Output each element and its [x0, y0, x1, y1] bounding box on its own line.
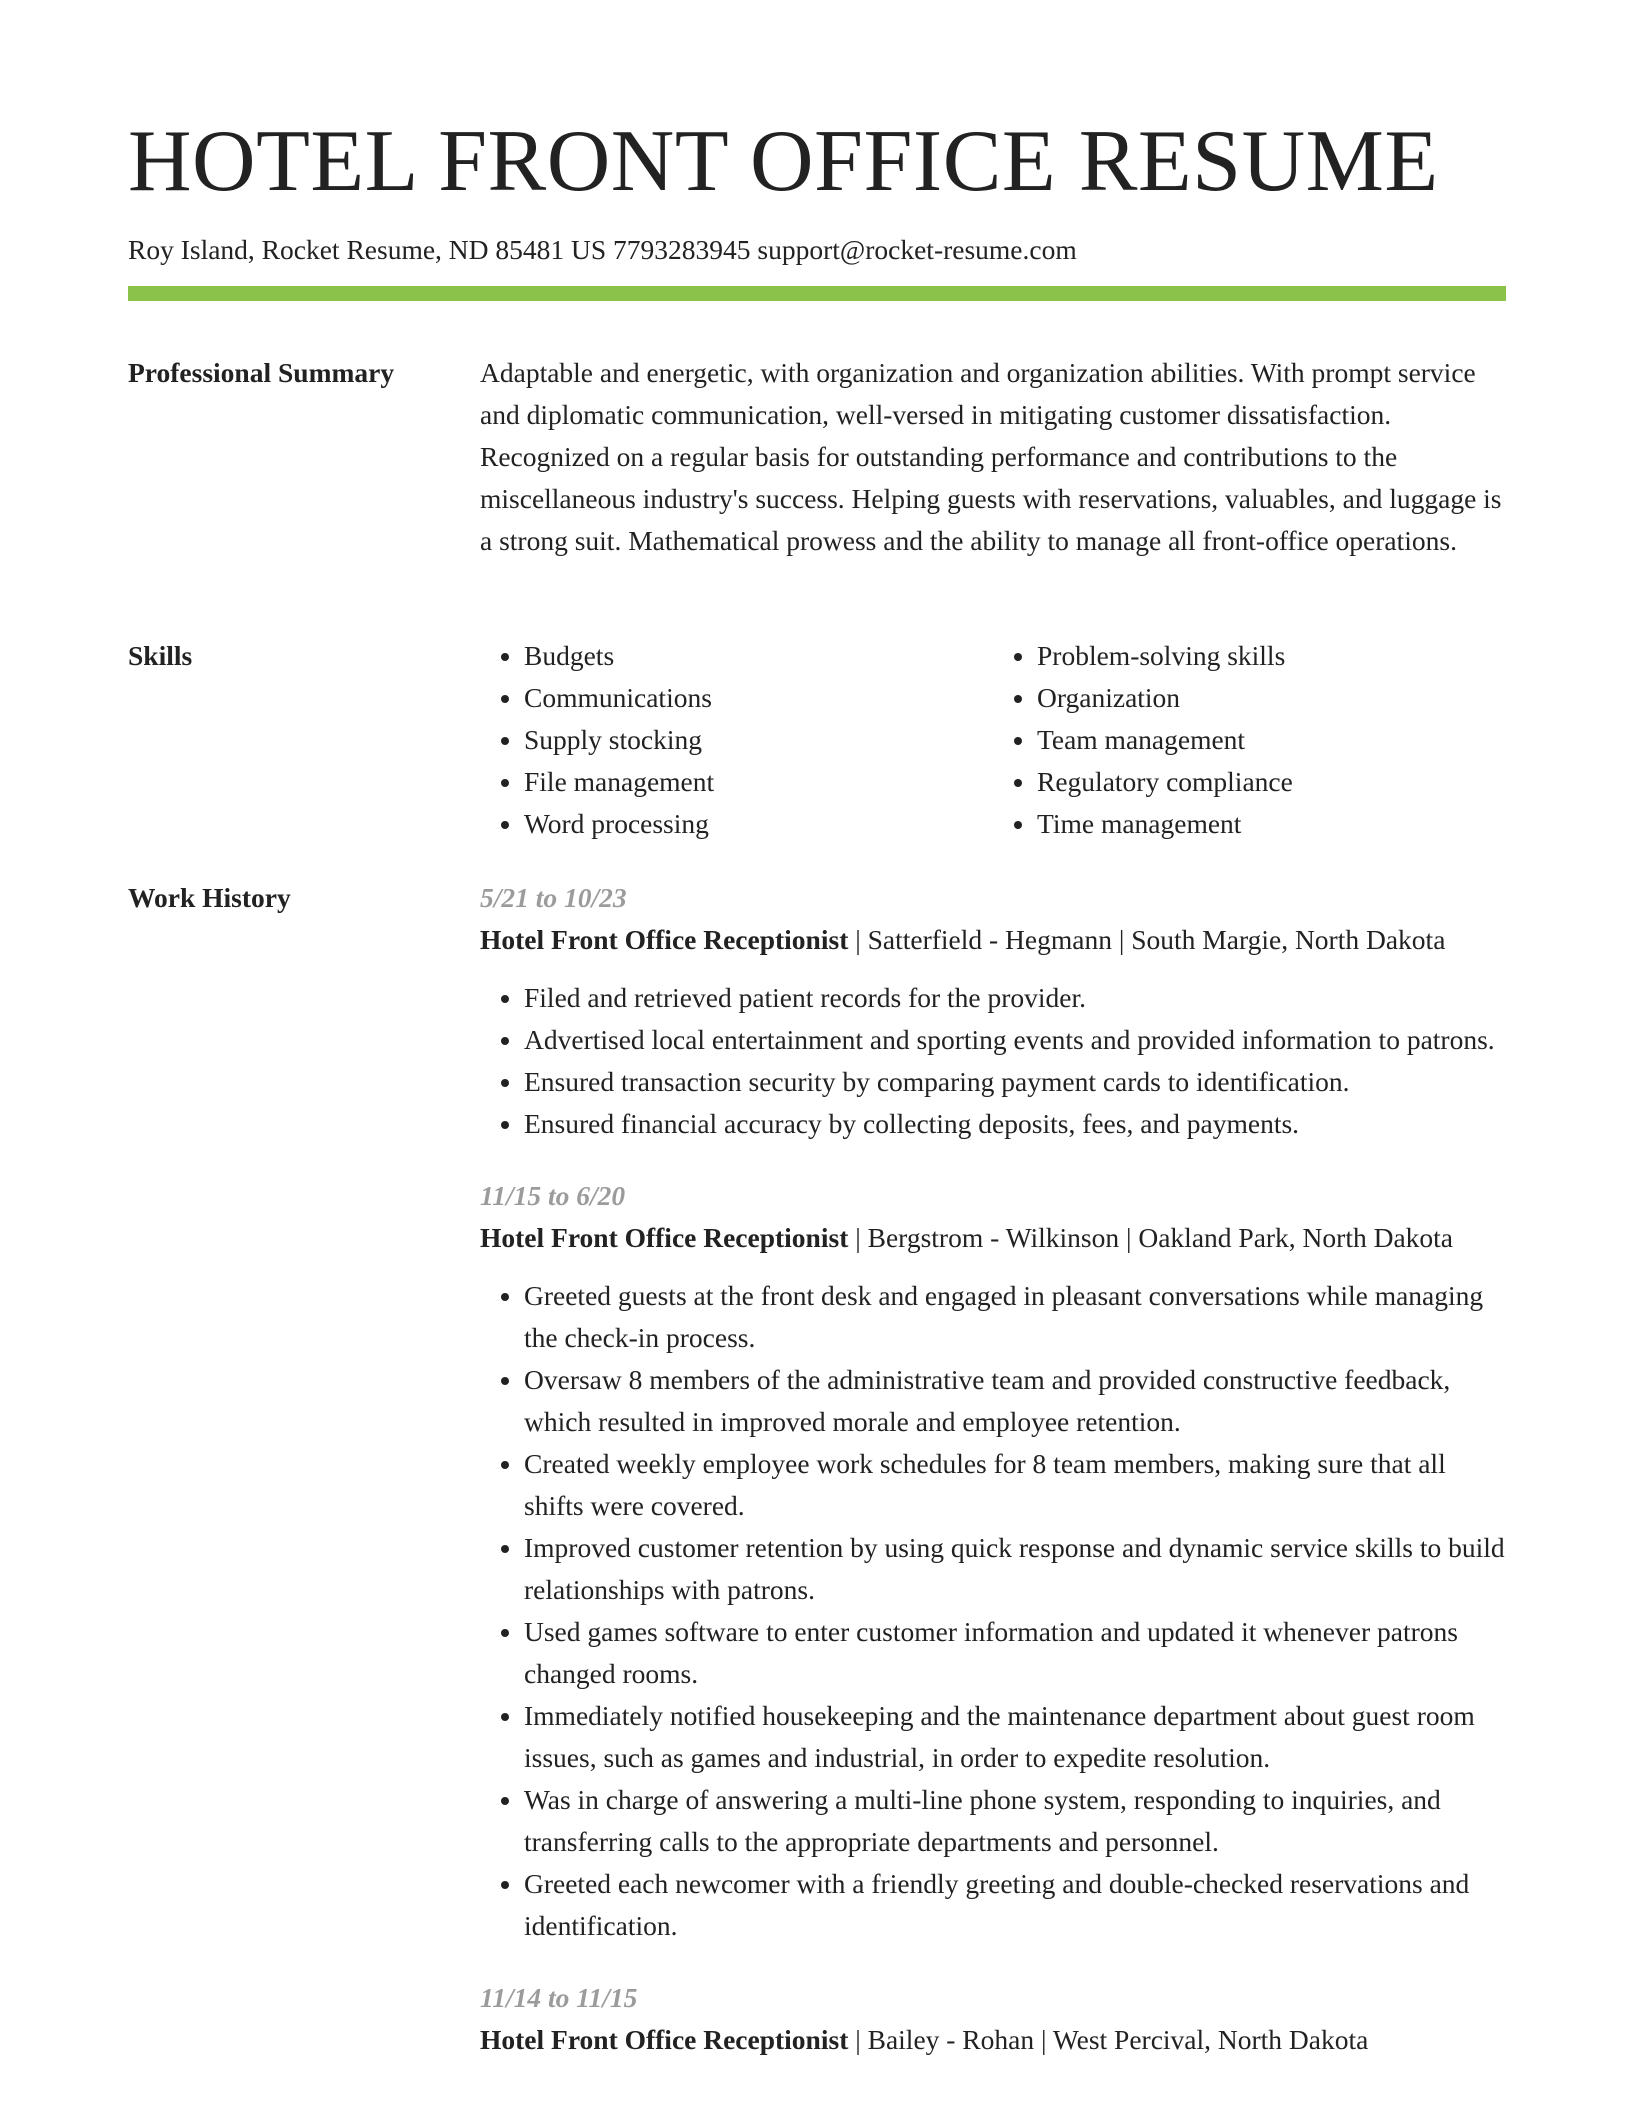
job-entry [480, 877, 1506, 1145]
job-bullet: • Used games software to enter customer information and updated it whenever patrons changed rooms. [524, 1611, 1506, 1695]
skill-item: • Word processing [524, 803, 993, 845]
skill-item: • Budgets [524, 635, 993, 677]
job-bullet: • Greeted guests at the front desk and engaged in pleasant conversations while managing the check-in process. [524, 1275, 1506, 1359]
job-heading [480, 919, 1506, 961]
job-bullet: • Created weekly employee work schedules for 8 team members, making sure that all shifts were covered. [524, 1443, 1506, 1527]
job-entry [480, 1977, 1506, 2061]
job-bullet: • Immediately notified housekeeping and the maintenance department about guest room issues, such as games and industrial, in order to expedite resolution. [524, 1695, 1506, 1779]
job-bullet: • Advertised local entertainment and sporting events and provided information to patrons. [524, 1019, 1506, 1061]
skills-list-right [993, 635, 1506, 845]
skills-columns [480, 635, 1506, 845]
job-details: | Bergstrom - Wilkinson | Oakland Park, North Dakota [848, 1222, 1453, 1253]
skill-item: • Problem-solving skills [1037, 635, 1506, 677]
job-bullet: • Greeted each newcomer with a friendly greeting and double-checked reservations and identification. [524, 1863, 1506, 1947]
job-details: | Bailey - Rohan | West Percival, North Dakota [848, 2024, 1369, 2055]
skill-item: • Communications [524, 677, 993, 719]
job-bullet: • Oversaw 8 members of the administrative team and provided constructive feedback, which resulted in improved morale and employee retention. [524, 1359, 1506, 1443]
skill-item: • Time management [1037, 803, 1506, 845]
job-bullet: • Ensured financial accuracy by collecting deposits, fees, and payments. [524, 1103, 1506, 1145]
job-dates: 5/21 to 10/23 [480, 882, 627, 913]
skill-item: • Team management [1037, 719, 1506, 761]
summary-body [480, 352, 1506, 562]
skill-item: • File management [524, 761, 993, 803]
job-dates: 11/14 to 11/15 [480, 1982, 638, 2013]
job-bullet: • Improved customer retention by using quick response and dynamic service skills to build relationships with patrons. [524, 1527, 1506, 1611]
skills-heading: Skills [128, 640, 193, 671]
job-dates: 11/15 to 6/20 [480, 1180, 626, 1211]
job-bullet-list [480, 977, 1506, 1145]
skill-item: • Regulatory compliance [1037, 761, 1506, 803]
job-bullet: • Filed and retrieved patient records for the provider. [524, 977, 1506, 1019]
job-bullet: • Was in charge of answering a multi-line phone system, responding to inquiries, and transferring calls to the appropriate departments and personnel. [524, 1779, 1506, 1863]
skills-list-left [480, 635, 993, 845]
job-entry [480, 1175, 1506, 1947]
job-heading [480, 1217, 1506, 1259]
resume-title: HOTEL FRONT OFFICE RESUME [128, 113, 1439, 210]
job-heading [480, 2019, 1506, 2061]
skill-item: • Organization [1037, 677, 1506, 719]
skills-body [480, 635, 1506, 845]
contact-line: Roy Island, Rocket Resume, ND 85481 US 7793283945 support@rocket-resume.com [128, 234, 1077, 265]
job-title: Hotel Front Office Receptionist [480, 1222, 849, 1253]
work-history-body [480, 877, 1506, 2091]
job-title: Hotel Front Office Receptionist [480, 2024, 849, 2055]
job-bullet-list [480, 1275, 1506, 1947]
accent-divider [128, 286, 1506, 301]
job-details: | Satterfield - Hegmann | South Margie, North Dakota [848, 924, 1446, 955]
summary-heading: Professional Summary [128, 357, 395, 388]
skill-item: • Supply stocking [524, 719, 993, 761]
summary-text: Adaptable and energetic, with organization and organization abilities. With prompt service and diplomatic communication, well-versed in mitigating customer dissatisfaction. Recognized on a regular basis for outstanding performance and contributions to the miscellaneous industry's success. Helping guests with reservations, valuables, and luggage is a strong suit. Mathematical prowess and the ability to manage all front-office operations. [480, 357, 1502, 556]
work-history-heading: Work History [128, 882, 291, 913]
job-bullet: • Ensured transaction security by comparing payment cards to identification. [524, 1061, 1506, 1103]
job-title: Hotel Front Office Receptionist [480, 924, 849, 955]
